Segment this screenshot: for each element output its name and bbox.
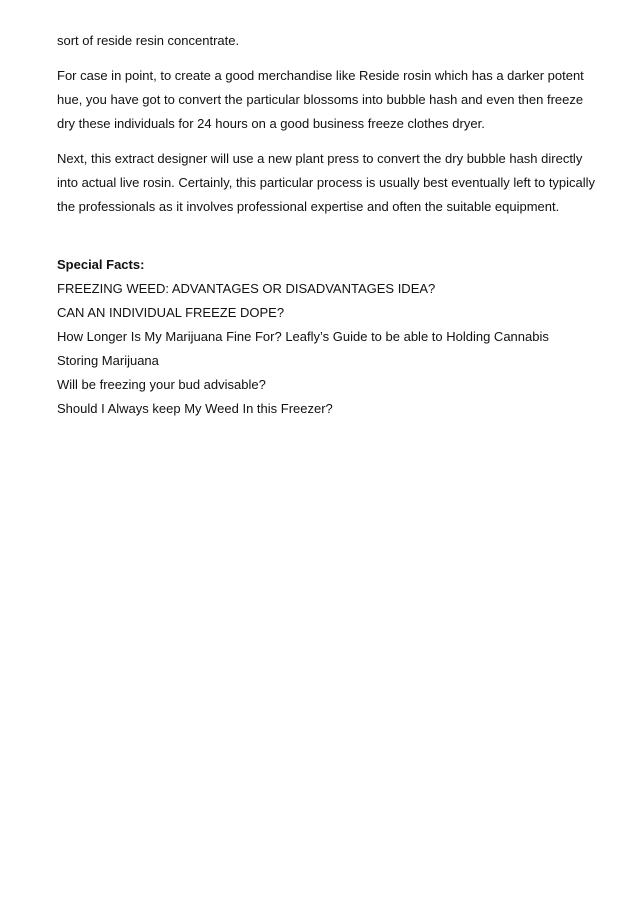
fact-item: Will be freezing your bud advisable?	[57, 377, 266, 392]
fact-item: FREEZING WEED: ADVANTAGES OR DISADVANTAGES IDEA?	[57, 281, 436, 296]
document-page	[57, 29, 597, 421]
paragraph-live-rosin-example: For case in point, to create a good merchandise like Reside rosin which has a darker potent hue, you have got to convert the particular blossoms into bubble hash and even then freeze dry these individuals for 24 hours on a good business freeze clothes dryer.	[57, 68, 584, 131]
special-facts-list	[57, 277, 597, 421]
special-facts-heading: Special Facts:	[57, 257, 145, 272]
special-facts-section	[57, 253, 597, 421]
paragraph-plant-press: Next, this extract designer will use a new plant press to convert the dry bubble hash directly into actual live rosin. Certainly, this particular process is usually best eventually left to typically the professionals as it involves professional expertise and often the suitable equipment.	[57, 151, 596, 214]
fact-item: How Longer Is My Marijuana Fine For? Leafly’s Guide to be able to Holding Cannabis	[57, 329, 549, 344]
fact-item: Storing Marijuana	[57, 353, 159, 368]
paragraph-continuation: sort of reside resin concentrate.	[57, 33, 240, 48]
fact-item: Should I Always keep My Weed In this Freezer?	[57, 401, 333, 416]
fact-item: CAN AN INDIVIDUAL FREEZE DOPE?	[57, 305, 285, 320]
